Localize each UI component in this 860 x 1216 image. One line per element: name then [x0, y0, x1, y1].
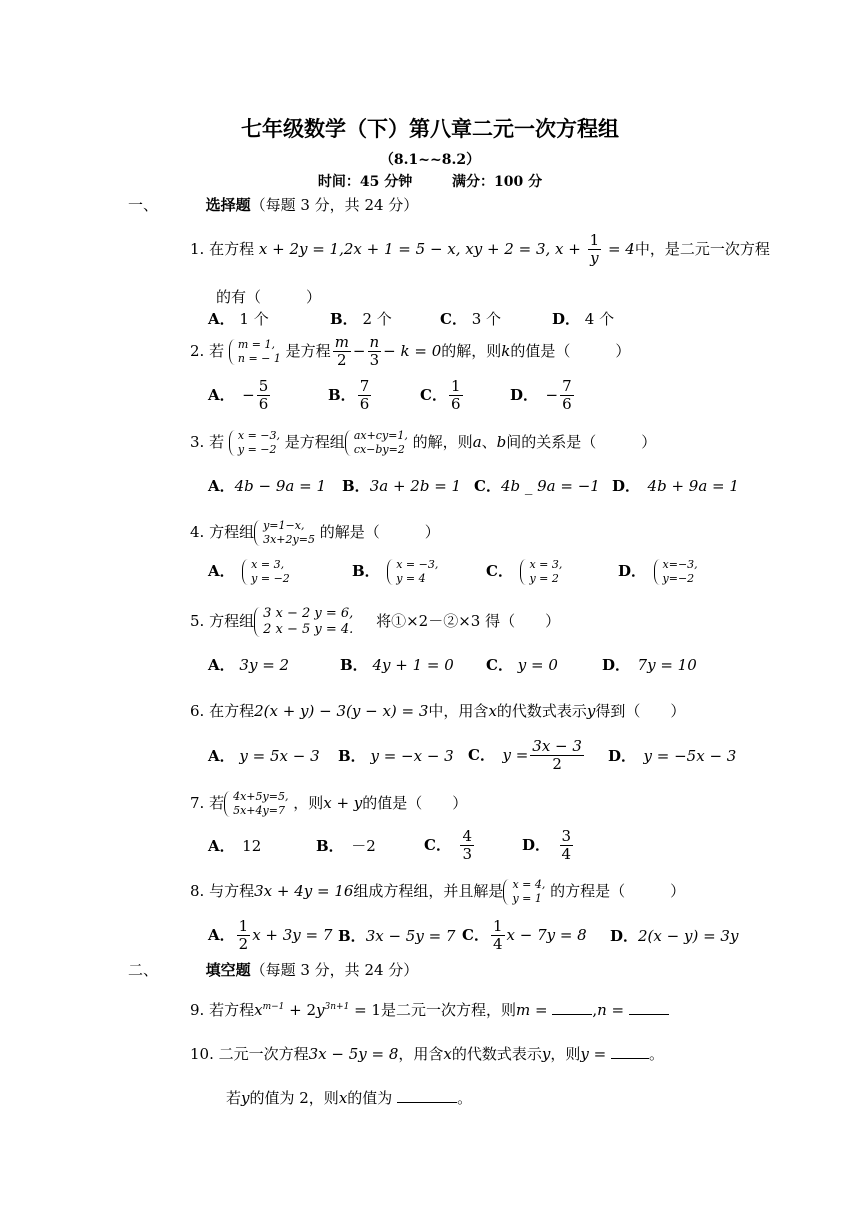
equation-system: y=1−x, 3x+2y=5 [254, 519, 315, 547]
option-d: D． 4b + 9a = 1 [612, 477, 739, 495]
section-note: （每题 3 分，共 24 分） [250, 196, 419, 214]
equation-system: ax+cy=1, cx−by=2 [345, 429, 408, 457]
answer-blank-y[interactable] [611, 1044, 649, 1059]
page-title: 七年级数学（下）第八章二元一次方程组 [241, 116, 619, 141]
question-1 [190, 232, 770, 268]
option-a: A． 3y = 2 [208, 656, 290, 674]
fraction: $\frac{1}{y}$ [589, 231, 600, 268]
equation-system: 3 x − 2 y = 6, 2 x − 5 y = 4. [254, 606, 353, 639]
section-name: 填空题 [205, 961, 251, 979]
question-text: 的有（ ） [216, 288, 322, 306]
option-a: A． − $\frac{5}{6}$ [208, 377, 269, 414]
equation-system: m = 1, n = − 1 [229, 338, 281, 366]
option-a: A． y = 5x − 3 [208, 747, 320, 765]
equation-list: x + 2y = 1,2x + 1 = 5 − x, xy + 2 = 3, x + [258, 239, 581, 258]
option-b: B．3x − 5y = 7 [338, 927, 456, 945]
section-number: 二、 [128, 961, 159, 979]
option-d: D． 7y = 10 [602, 656, 697, 674]
equation-system: x = −3, y = −2 [229, 429, 280, 457]
option-c: C． $\frac{1}{4}$ x − 7y = 8 [462, 917, 587, 954]
question-4: 4. 方程组 y=1−x, 3x+2y=5 的解是（ ） [190, 519, 440, 546]
option-a: A．4b − 9a = 1 [208, 477, 327, 495]
answer-blank-m[interactable] [552, 1000, 592, 1015]
equation-system: 4x+5y=5, 5x+4y=7 [224, 790, 288, 818]
question-6: 6. 在方程2(x + y) − 3(y − x) = 3中，用含x的代数式表示y得到（ ） [190, 702, 686, 720]
option-b: B． 2 个 [330, 310, 392, 328]
option-d: D． x=−3, y=−2 [618, 558, 698, 585]
question-9: 9. 若方程$x^{m-1} + 2y^{3n+1} = 1$是二元一次方程，则m = ,n = [190, 1000, 669, 1018]
fraction: $\frac{n}{3}$ [369, 333, 380, 370]
option-b: B． －2 [316, 837, 376, 855]
question-text: 1. 在方程 [190, 239, 255, 258]
score-label: 满分：100 分 [452, 174, 543, 190]
option-d: D． − $\frac{7}{6}$ [510, 377, 572, 414]
option-c: C． $\frac{1}{6}$ [420, 377, 461, 414]
option-b: B． $\frac{7}{6}$ [328, 377, 370, 414]
question-8: 8. 与方程3x + 4y = 16组成方程组，并且解是 x = 4, y = 1 的方程是（ ） [190, 878, 686, 905]
option-c: C． x = 3, y = 2 [486, 558, 563, 585]
option-d: D． y = −5x − 3 [608, 747, 737, 765]
question-2: 2. 若 m = 1, n = − 1 是方程 $\frac{m}{2}$ − $\frac{n}{3}$ − k = 0的解，则k的值是（ ） [190, 333, 631, 370]
option-b: B． y = −x − 3 [338, 747, 454, 765]
question-3: 3. 若 x = −3, y = −2 是方程组 ax+cy=1, cx−by=2 的解，则a、b间的关系是（ ） [190, 429, 657, 456]
question-10: 10. 二元一次方程3x − 5y = 8，用含x的代数式表示y，则y = 。 [190, 1045, 665, 1063]
equation-system: x = 4, y = 1 [503, 878, 545, 906]
question-7: 7. 若 4x+5y=5, 5x+4y=7 ，则x + y的值是（ ） [190, 790, 468, 817]
exam-meta [0, 175, 860, 189]
option-b: B． x = −3, y = 4 [352, 558, 439, 585]
option-d: D． $\frac{3}{4}$ [522, 827, 572, 864]
section-number: 一、 [128, 196, 159, 214]
section-two [128, 963, 418, 978]
section-name: 选择题 [205, 196, 251, 214]
time-label: 时间：45 分钟 [317, 174, 413, 190]
option-a: A． $\frac{1}{2}$ x + 3y = 7 [208, 917, 333, 954]
option-c: C．4b _ 9a = −1 [474, 477, 600, 495]
question-5: 5. 方程组 3 x − 2 y = 6, 2 x − 5 y = 4. 将①×2－②×3 得（ ） [190, 605, 561, 637]
section-note: （每题 3 分，共 24 分） [250, 961, 419, 979]
question-10-part-2: 若y的值为 2，则x的值为 。 [226, 1089, 473, 1107]
question-text: 中，是二元一次方程 [634, 239, 770, 258]
option-c: C． 3 个 [440, 310, 502, 328]
answer-blank-n[interactable] [629, 1000, 669, 1015]
option-c: C． $\frac{4}{3}$ [424, 827, 473, 864]
fraction: $\frac{m}{2}$ [334, 333, 349, 370]
option-b: B． 4y + 1 = 0 [340, 656, 454, 674]
option-c: C． y = 0 [486, 656, 558, 674]
option-a: A． x = 3, y = −2 [208, 558, 290, 585]
equation: = 4 [607, 239, 635, 258]
option-d: D．2(x − y) = 3y [610, 927, 739, 945]
option-a: A． 12 [208, 837, 262, 855]
answer-blank-x[interactable] [397, 1088, 457, 1103]
option-b: B．3a + 2b = 1 [342, 477, 462, 495]
option-d: D． 4 个 [552, 310, 615, 328]
chapter-range: （8.1~~8.2） [379, 152, 481, 168]
option-c: C． y = $\frac{3x - 3}{2}$ [468, 737, 582, 774]
option-a: A． 1 个 [208, 310, 269, 328]
section-one [128, 198, 418, 213]
